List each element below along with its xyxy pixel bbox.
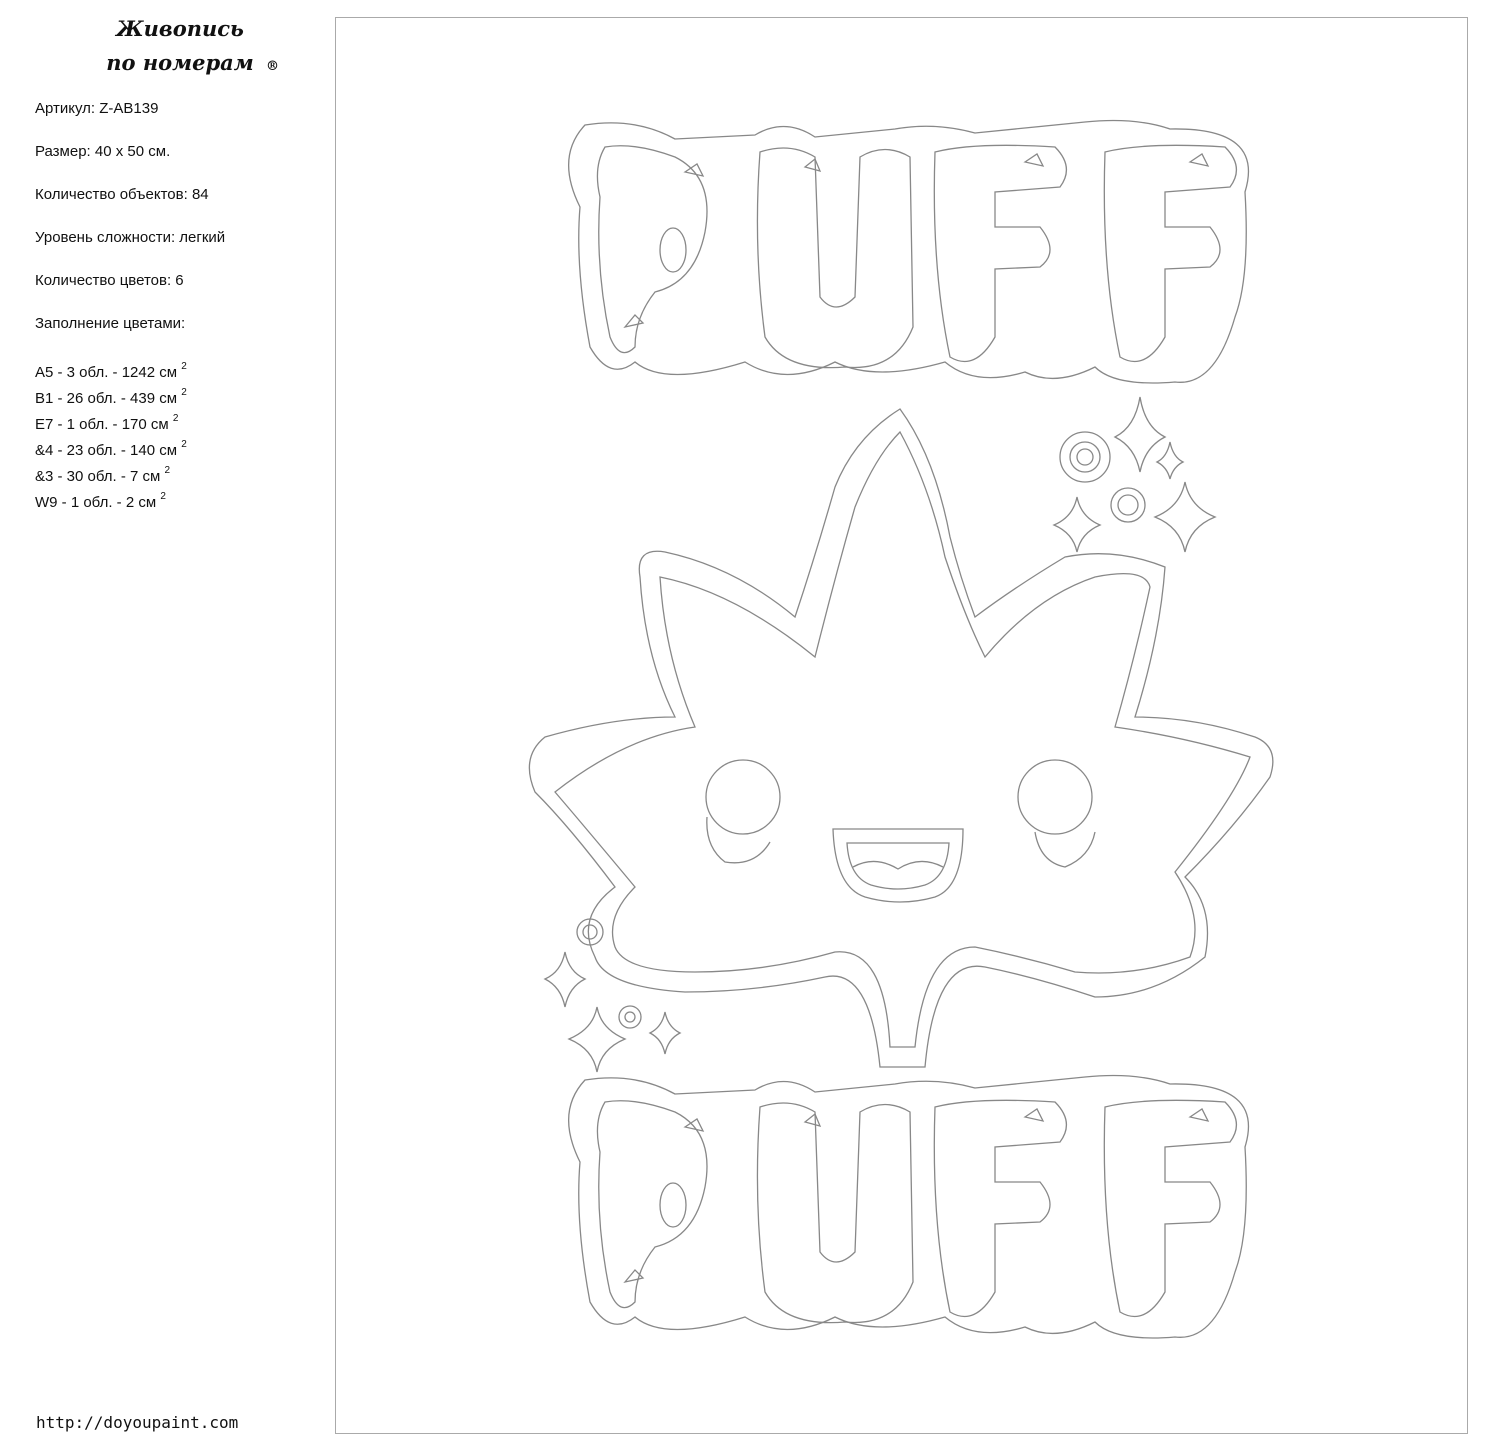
- color-fill-item: &4 - 23 обл. - 140 см $^2$: [35, 439, 187, 459]
- brand-title: [60, 12, 300, 80]
- brand-line-2: по номерам: [106, 50, 254, 75]
- color-fill-item: W9 - 1 обл. - 2 см $^2$: [35, 491, 166, 511]
- brand-line-1: Живопись: [116, 16, 244, 41]
- fill-heading: Заполнение цветами:: [35, 315, 186, 332]
- decorations: [545, 397, 1215, 1072]
- word-puff-top: [569, 121, 1249, 383]
- website-link[interactable]: http://doyoupaint.com: [36, 1413, 239, 1432]
- color-fill-item: &3 - 30 обл. - 7 см $^2$: [35, 465, 171, 485]
- word-puff-bottom: [569, 1076, 1249, 1338]
- color-fill-list: [35, 358, 187, 514]
- color-fill-item: A5 - 3 обл. - 1242 см $^2$: [35, 361, 187, 381]
- objects-text: Количество объектов: 84: [35, 186, 209, 203]
- difficulty-text: Уровень сложности: легкий: [35, 229, 226, 246]
- color-count-text: Количество цветов: 6: [35, 272, 184, 289]
- size-text: Размер: 40 х 50 см.: [35, 143, 171, 160]
- color-fill-item: B1 - 26 обл. - 439 см $^2$: [35, 387, 187, 407]
- cannabis-leaf: [529, 409, 1272, 1067]
- color-fill-item: E7 - 1 обл. - 170 см $^2$: [35, 413, 179, 433]
- article-text: Артикул: Z-AB139: [35, 100, 159, 117]
- registered-mark: ®: [266, 59, 279, 74]
- coloring-artwork: [335, 17, 1468, 1434]
- product-info: [35, 98, 225, 356]
